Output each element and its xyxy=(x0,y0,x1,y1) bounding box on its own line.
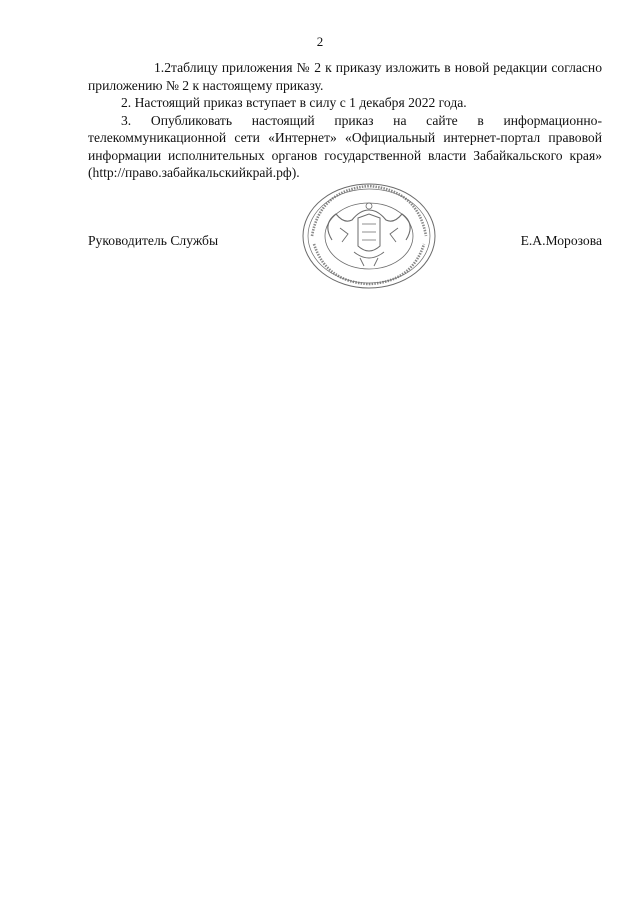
page-number: 2 xyxy=(316,34,324,49)
paragraph-number: 2. xyxy=(121,95,132,110)
document-body xyxy=(88,59,602,182)
paragraph-text: таблицу приложения № 2 к приказу изложить в новой редакции согласно приложению № 2 к настоящему приказу. xyxy=(88,60,602,93)
paragraph-number: 1.2 xyxy=(154,60,171,75)
official-seal-stamp xyxy=(300,180,438,292)
signer-role: Руководитель Службы xyxy=(88,233,219,248)
signer-name: Е.А.Морозова xyxy=(520,233,602,248)
paragraph-text: Настоящий приказ вступает в силу с 1 декабря 2022 года. xyxy=(134,95,467,110)
paragraph-3 xyxy=(88,112,602,182)
paragraph-text: Опубликовать настоящий приказ на сайте в информационно-телекоммуникационной сети «Интернет» «Официальный интернет-портал правовой информации исполнительных органов государственной власти Забайкальского края» (http://право.забайкальскийкрай.рф). xyxy=(88,112,602,180)
paragraph-number: 3. xyxy=(121,112,132,128)
paragraph-2 xyxy=(88,94,602,112)
paragraph-1-2 xyxy=(88,59,602,94)
